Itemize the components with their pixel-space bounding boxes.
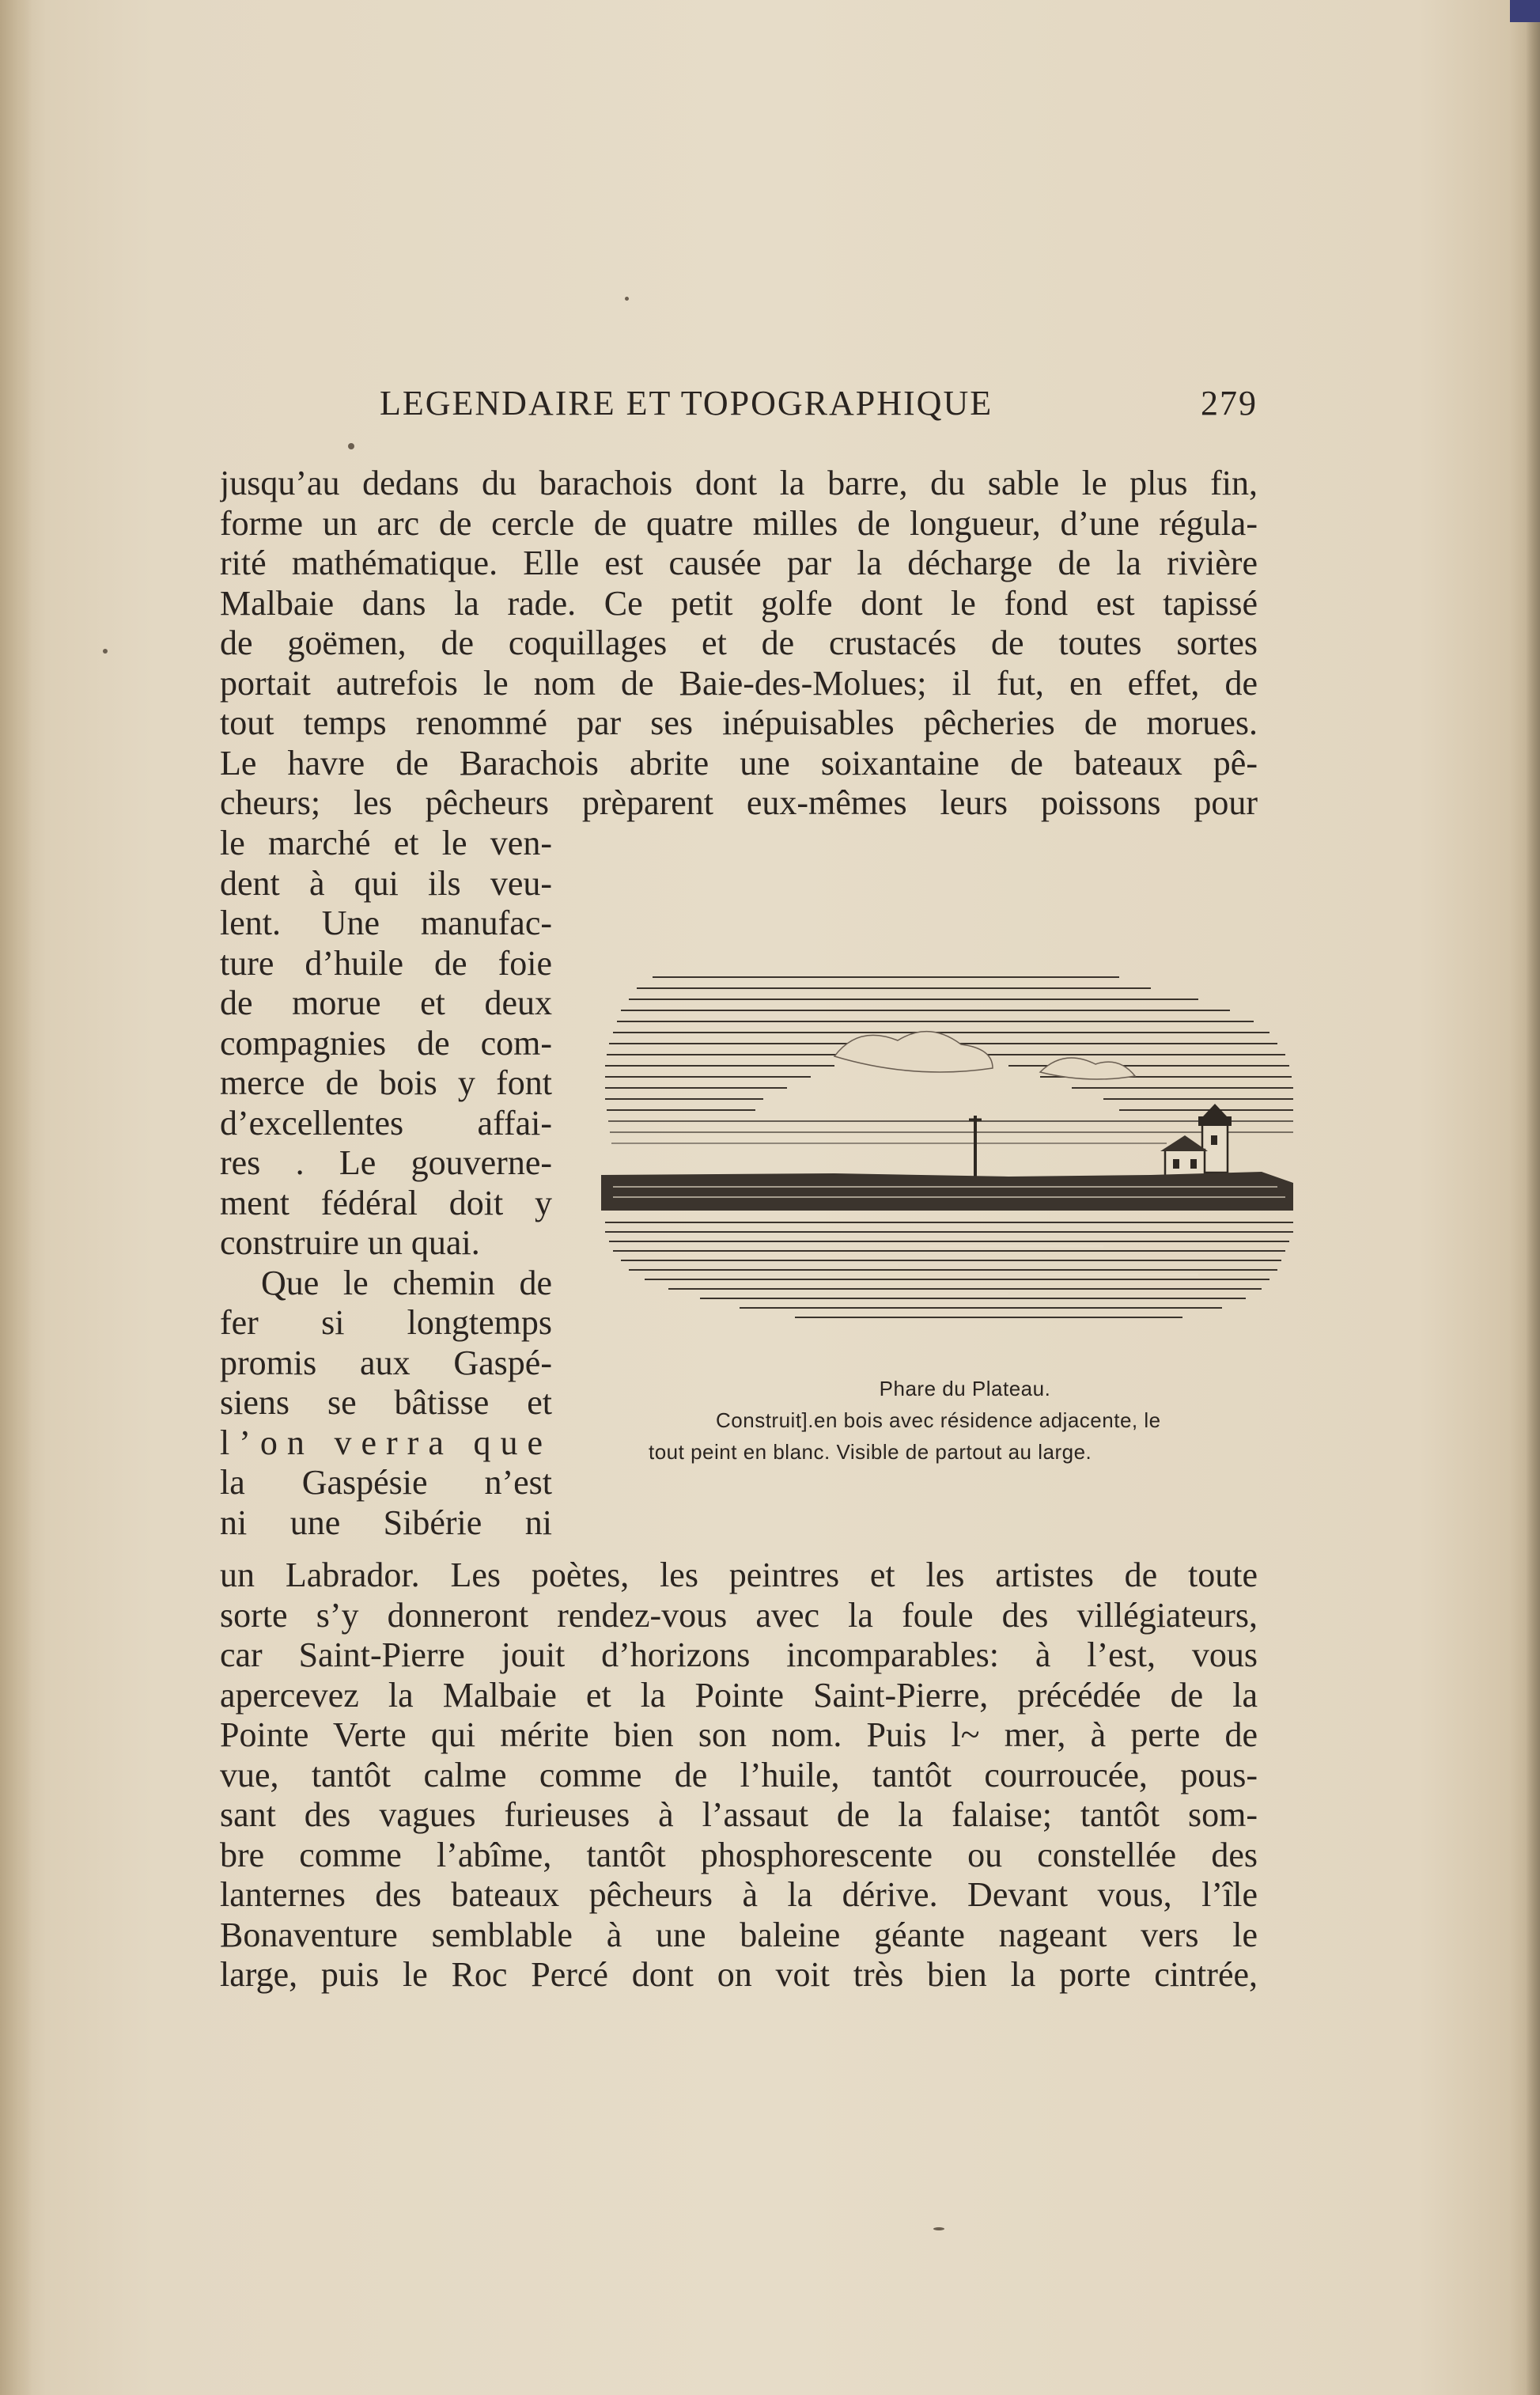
ink-speck xyxy=(933,2227,944,2230)
caption-title: Phare du Plateau. xyxy=(879,1377,1051,1400)
text-line: vue, tantôt calme comme de l’huile, tantôt courroucée, pous- xyxy=(220,1755,1258,1794)
text-line: ment fédéral doit y xyxy=(220,1183,552,1222)
paragraph-bottom xyxy=(220,1556,1258,1995)
text-line: merce de bois y font xyxy=(220,1063,552,1102)
page-edge xyxy=(1526,0,1540,2395)
text-line: siens se bâtisse et xyxy=(220,1383,552,1422)
text-line: promis aux Gaspé- xyxy=(220,1343,552,1382)
text-line: Que le chemin de xyxy=(261,1263,552,1302)
text-line: apercevez la Malbaie et la Pointe Saint-Pierre, précédée de la xyxy=(220,1675,1258,1715)
text-line: de goëmen, de coquillages et de crustacés de toutes sortes xyxy=(220,623,1258,662)
text-line: un Labrador. Les poètes, les peintres et les artistes de toute xyxy=(220,1556,1258,1594)
text-line: Le havre de Barachois abrite une soixantaine de bateaux pê- xyxy=(220,743,1258,783)
text-line: compagnies de com- xyxy=(220,1023,552,1063)
text-line: large, puis le Roc Percé dont on voit très bien la porte cintrée, xyxy=(220,1955,1258,1994)
running-header xyxy=(380,383,1258,430)
running-title: LEGENDAIRE ET TOPOGRAPHIQUE xyxy=(380,384,993,423)
text-line: Malbaie dans la rade. Ce petit golfe dont le fond est tapissé xyxy=(220,583,1258,623)
text-line: le marché et le ven- xyxy=(220,824,552,862)
text-line: lent. Une manufac- xyxy=(220,904,552,942)
ink-speck xyxy=(348,443,354,449)
ink-speck xyxy=(103,649,108,654)
text-line: de morue et deux xyxy=(220,983,552,1022)
page-gutter xyxy=(0,0,32,2395)
text-line: sant des vagues furieuses à l’assaut de la falaise; tantôt som- xyxy=(220,1795,1258,1834)
text-line: jusqu’au dedans du barachois dont la barre, du sable le plus fin, xyxy=(220,464,1258,502)
ink-speck xyxy=(625,297,629,301)
text-line: dent à qui ils veu- xyxy=(220,863,552,903)
text-line: portait autrefois le nom de Baie-des-Molues; il fut, en effet, de xyxy=(220,663,1258,703)
caption-line: tout peint en blanc. Visible de partout au large. xyxy=(649,1440,1092,1464)
text-line: d’excellentes affai- xyxy=(220,1103,552,1143)
text-line: res . Le gouverne- xyxy=(220,1143,552,1182)
text-line: Bonaventure semblable à une baleine géante nageant vers le xyxy=(220,1915,1258,1954)
lighthouse-illustration xyxy=(597,961,1325,1341)
figure-caption xyxy=(649,1373,1281,1468)
text-line: rité mathématique. Elle est causée par la décharge de la rivière xyxy=(220,544,1258,582)
caption-line: Construit].en bois avec résidence adjacente, le xyxy=(716,1408,1161,1432)
text-line: la Gaspésie n’est xyxy=(220,1463,552,1502)
text-line: lanternes des bateaux pêcheurs à la dérive. Devant vous, l’île xyxy=(220,1875,1258,1914)
text-line: forme un arc de cercle de quatre milles de longueur, d’une régula- xyxy=(220,503,1258,543)
text-line: ni une Sibérie ni xyxy=(220,1503,552,1542)
text-line: construire un quai. xyxy=(220,1223,480,1262)
text-line: cheurs; les pêcheurs prèparent eux-mêmes leurs poissons pour xyxy=(220,783,1258,822)
cover-corner xyxy=(1510,0,1540,22)
paragraph-narrow-column xyxy=(220,823,552,1542)
page-number: 279 xyxy=(1201,384,1258,423)
paragraph-top xyxy=(220,464,1258,824)
text-line: sorte s’y donneront rendez-vous avec la foule des villégiateurs, xyxy=(220,1595,1258,1635)
text-line: bre comme l’abîme, tantôt phosphorescente ou constellée des xyxy=(220,1835,1258,1874)
text-line: l’on verra que xyxy=(220,1423,552,1462)
text-line: fer si longtemps xyxy=(220,1303,552,1342)
lighthouse-engraving xyxy=(597,961,1325,1341)
text-line: ture d’huile de foie xyxy=(220,943,552,983)
text-line: tout temps renommé par ses inépuisables pêcheries de morues. xyxy=(220,703,1258,742)
text-line: car Saint-Pierre jouit d’horizons incomparables: à l’est, vous xyxy=(220,1635,1258,1674)
text-line: Pointe Verte qui mérite bien son nom. Puis l~ mer, à perte de xyxy=(220,1715,1258,1754)
